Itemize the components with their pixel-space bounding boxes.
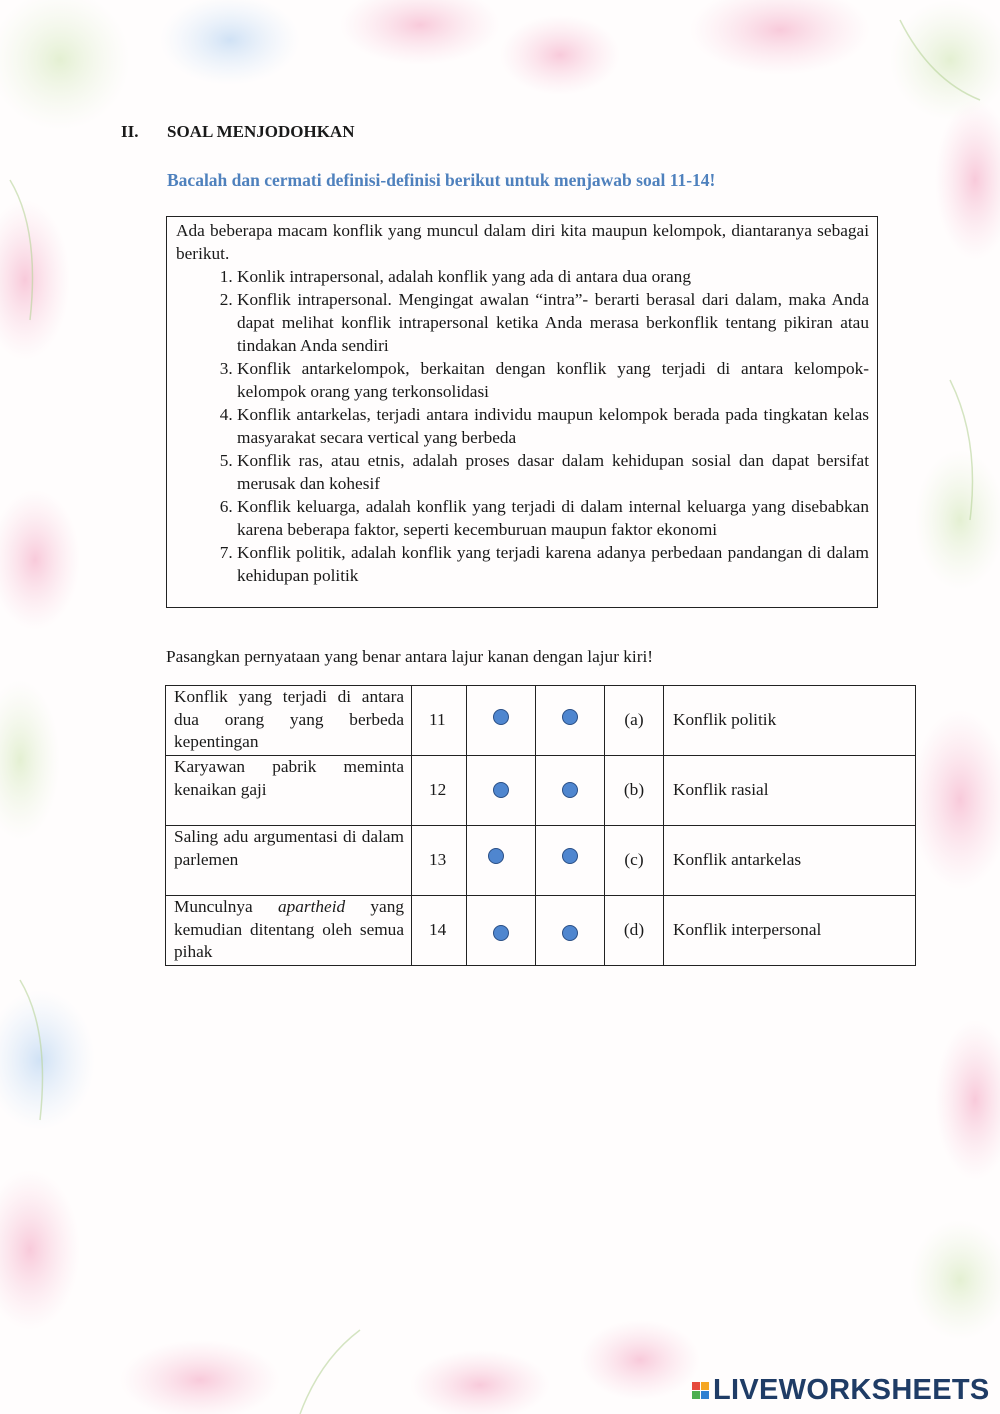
statement-text: Munculnya [174, 897, 278, 916]
section-heading [121, 122, 355, 142]
statement-cell: Karyawan pabrik meminta kenaikan gaji [166, 756, 412, 826]
logo-text: LIVEWORKSHEETS [713, 1373, 990, 1406]
definition-item: 3. Konflik antarkelompok, berkaitan dengan konflik yang terjadi di antara kelompok-kelompok orang yang terkonsolidasi [237, 357, 869, 403]
left-match-dot[interactable] [493, 782, 509, 798]
definition-item: 1. Konlik intrapersonal, adalah konflik yang ada di antara dua orang [237, 265, 869, 288]
question-number: 13 [412, 826, 467, 896]
logo-icon [692, 1382, 709, 1399]
definition-item: 4. Konflik antarkelas, terjadi antara individu maupun kelompok berada pada tingkatan kelas masyarakat secara vertical yang berbeda [237, 403, 869, 449]
question-number: 11 [412, 686, 467, 756]
section-title: SOAL MENJODOHKAN [167, 122, 355, 141]
right-match-dot[interactable] [562, 848, 578, 864]
definition-item: 6. Konflik keluarga, adalah konflik yang terjadi di dalam internal keluarga yang disebabkan karena beberapa faktor, seperti kecemburuan maupun faktor ekonomi [237, 495, 869, 541]
table-row [166, 756, 916, 826]
statement-cell [166, 896, 412, 966]
option-text: Konflik interpersonal [664, 896, 916, 966]
matching-table [165, 685, 916, 966]
statement-italic: apartheid [277, 897, 346, 916]
question-number: 12 [412, 756, 467, 826]
definition-intro: Ada beberapa macam konflik yang muncul dalam diri kita maupun kelompok, diantaranya sebagai berikut. [176, 221, 869, 263]
option-text: Konflik antarkelas [664, 826, 916, 896]
option-letter: (a) [605, 686, 664, 756]
statement-cell: Konflik yang terjadi di antara dua orang yang berbeda kepentingan [166, 686, 412, 756]
pairing-instruction: Pasangkan pernyataan yang benar antara lajur kanan dengan lajur kiri! [166, 647, 654, 666]
option-letter: (d) [605, 896, 664, 966]
section-number: II. [121, 122, 139, 141]
definition-item: 2. Konflik intrapersonal. Mengingat awalan “intra”- berarti berasal dari dalam, maka Anda dapat melihat konflik intrapersonal ketika Anda merasa berkonflik tentang pikiran atau tindakan Anda sendiri [237, 288, 869, 357]
definition-item: 5. Konflik ras, atau etnis, adalah proses dasar dalam kehidupan sosial dan dapat bersifat merusak dan kohesif [237, 449, 869, 495]
instruction-text: Bacalah dan cermati definisi-definisi berikut untuk menjawab soal 11-14! [167, 170, 716, 190]
statement-text: yang kemudian ditentang oleh semua pihak [174, 897, 404, 961]
table-row [166, 686, 916, 756]
right-match-dot[interactable] [562, 709, 578, 725]
option-text: Konflik politik [664, 686, 916, 756]
question-number: 14 [412, 896, 467, 966]
liveworksheets-logo[interactable] [692, 1374, 990, 1406]
table-row [166, 826, 916, 896]
right-match-dot[interactable] [562, 925, 578, 941]
left-match-dot[interactable] [493, 925, 509, 941]
option-text: Konflik rasial [664, 756, 916, 826]
option-letter: (c) [605, 826, 664, 896]
definition-item: 7. Konflik politik, adalah konflik yang terjadi karena adanya perbedaan pandangan di dalam kehidupan politik [237, 541, 869, 587]
option-letter: (b) [605, 756, 664, 826]
table-row [166, 896, 916, 966]
left-match-dot[interactable] [493, 709, 509, 725]
definition-list [176, 265, 869, 587]
right-match-dot[interactable] [562, 782, 578, 798]
definition-box [166, 216, 878, 608]
statement-cell: Saling adu argumentasi di dalam parlemen [166, 826, 412, 896]
left-match-dot[interactable] [488, 848, 504, 864]
